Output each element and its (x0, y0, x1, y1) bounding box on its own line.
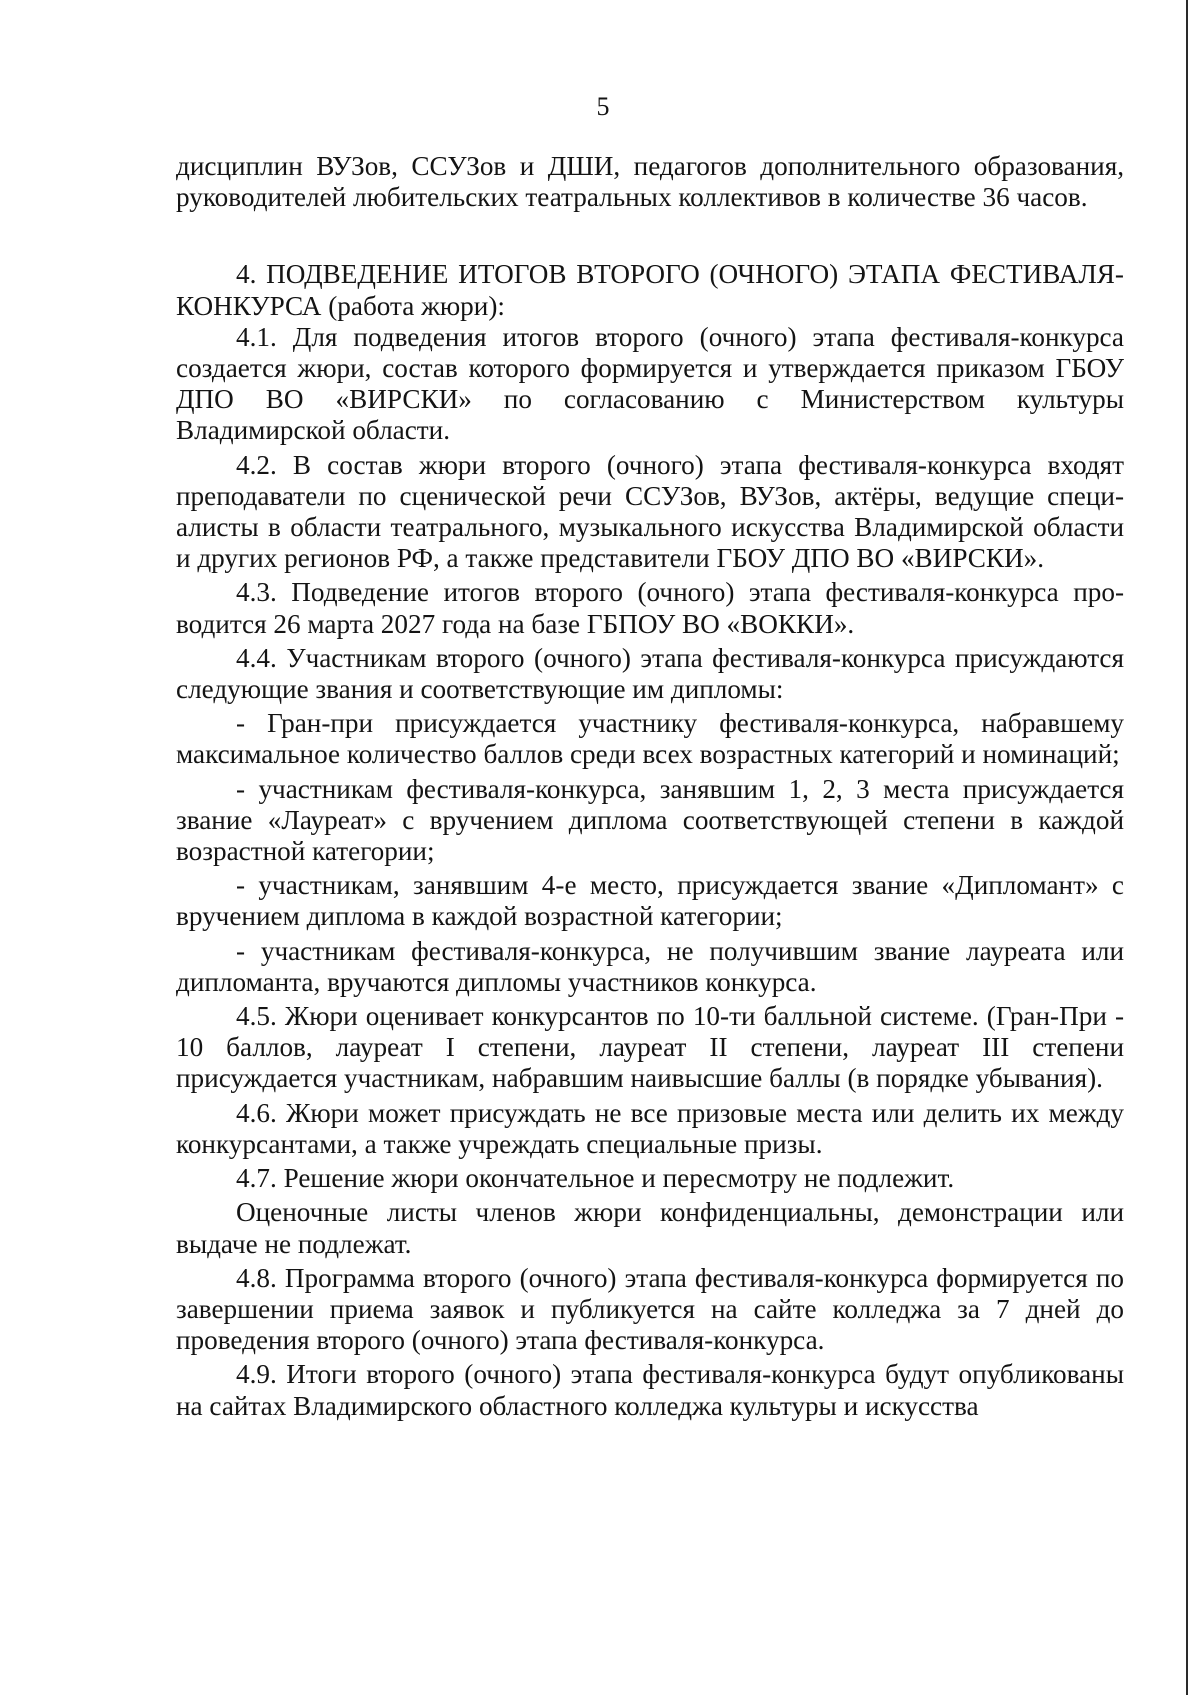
intro-paragraph: дисциплин ВУЗов, ССУЗов и ДШИ, педагогов дополнительного образования, руководителей любительских театральных коллективов в количестве 36 часов. (176, 151, 1124, 213)
paragraph-4-2: 4.2. В состав жюри второго (очного) этапа фестиваля-конкурса входят преподаватели по сценической речи ССУЗов, ВУЗов, актёры, ведущие специалисты в области театрального, музыкального искусства Владимирской области и других регионов РФ, а также представители ГБОУ ДПО ВО «ВИРСКИ». (176, 449, 1124, 574)
list-item-laureate: - участникам фестиваля-конкурса, занявшим 1, 2, 3 места присуждается звание «Лауреат» с вручением диплома соответствующей степени в каждой возрастной категории; (176, 773, 1124, 867)
paragraph-4-3: 4.3. Подведение итогов второго (очного) этапа фестиваля-конкурса проводится 26 марта 2027 года на базе ГБПОУ ВО «ВОККИ». (176, 577, 1124, 639)
list-item-diplomant: - участникам, занявшим 4-е место, присуждается звание «Дипломант» с вручением диплома в каждой возрастной категории; (176, 870, 1124, 932)
paragraph-4-7: 4.7. Решение жюри окончательное и пересмотру не подлежит. (236, 1163, 955, 1194)
section-heading: 4. ПОДВЕДЕНИЕ ИТОГОВ ВТОРОГО (ОЧНОГО) ЭТАПА ФЕСТИВАЛЯ-КОНКУРСА (работа жюри): (176, 259, 1124, 321)
page-edge-line (1186, 0, 1188, 1695)
paragraph-4-4: 4.4. Участникам второго (очного) этапа фестиваля-конкурса присуждаются следующие звания и соответствующие им дипломы: (176, 642, 1124, 705)
document-body (176, 151, 1124, 1422)
paragraph-4-5: 4.5. Жюри оценивает конкурсантов по 10-ти балльной системе. (Гран-При - 10 баллов, лауреат I степени, лауреат II степени, лауреат III степени присуждается участникам, набравшим наивысшие баллы (в порядке убывания). (176, 1001, 1124, 1094)
paragraph-4-8: 4.8. Программа второго (очного) этапа фестиваля-конкурса формируется по завершении приема заявок и публикуется на сайте колледжа за 7 дней до проведения второго (очного) этапа фестиваля-конкурса. (176, 1262, 1124, 1356)
page-number: 5 (596, 92, 610, 121)
list-item-grand-prix: - Гран-при присуждается участнику фестиваля-конкурса, набравшему максимальное количество баллов среди всех возрастных категорий и номинаций; (176, 708, 1124, 770)
paragraph-evaluation-sheets: Оценочные листы членов жюри конфиденциальны, демонстрации или выдаче не подлежат. (176, 1197, 1124, 1259)
paragraph-4-1: 4.1. Для подведения итогов второго (очного) этапа фестиваля-конкурса создается жюри, состав которого формируется и утверждается приказом ГБОУ ДПО ВО «ВИРСКИ» по согласованию с Министерством культуры Владимирской области. (176, 321, 1124, 446)
list-item-participant: - участникам фестиваля-конкурса, не получившим звание лауреата или дипломанта, вручаются дипломы участников конкурса. (176, 935, 1124, 997)
paragraph-4-9: 4.9. Итоги второго (очного) этапа фестиваля-конкурса будут опубликованы на сайтах Владимирского областного колледжа культуры и искусства (176, 1359, 1124, 1421)
paragraph-4-6: 4.6. Жюри может присуждать не все призовые места или делить их между конкурсантами, а также учреждать специальные призы. (176, 1097, 1124, 1159)
